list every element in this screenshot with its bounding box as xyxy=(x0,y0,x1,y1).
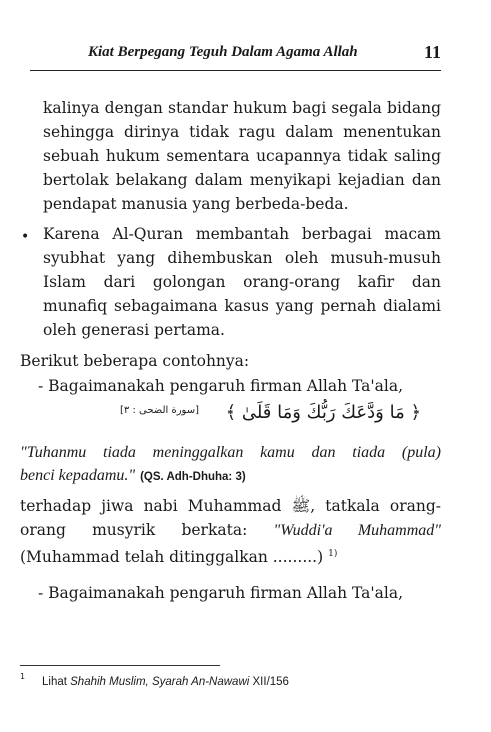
footnote-text xyxy=(42,676,289,688)
effect-line xyxy=(20,543,337,568)
paragraph-line: pendapat manusia yang berbeda-beda. xyxy=(43,195,349,213)
effect-line: terhadap jiwa nabi Muhammad ﷺ, tatkala orang- xyxy=(20,497,441,515)
example-intro: - Bagaimanakah pengaruh firman Allah Ta'ala, xyxy=(38,584,404,602)
footnote-reference[interactable]: 1) xyxy=(328,549,338,559)
footnote-volume: XII/156 xyxy=(249,676,289,688)
examples-intro: Berikut beberapa contohnya: xyxy=(20,352,250,370)
quote-wuddia: "Wuddi'a Muhammad" xyxy=(273,522,441,539)
header-rule xyxy=(30,70,441,71)
footnote-number: 1 xyxy=(20,672,26,681)
page-number: 11 xyxy=(423,42,441,62)
footnote-rule xyxy=(20,665,220,666)
effect-line xyxy=(20,519,441,542)
bullet-line: munafiq sebagaimana kasus yang pernah dialami xyxy=(43,297,441,315)
bullet-line: Karena Al-Quran membantah berbagai macam xyxy=(43,225,441,243)
quran-verse-arabic: ﴿ مَا وَدَّعَكَ رَبُّكَ وَمَا قَلَىٰ ﴾ xyxy=(225,402,421,423)
verse-citation: (QS. Adh-Dhuha: 3) xyxy=(140,471,246,483)
verse-reference: [سورة الضحى : ٣] xyxy=(120,405,199,416)
running-title: Kiat Berpegang Teguh Dalam Agama Allah xyxy=(88,44,358,60)
bullet-line: syubhat yang dihembuskan oleh musuh-musuh xyxy=(43,249,441,267)
verse-translation-text: benci kepadamu." xyxy=(20,467,136,484)
paragraph-line: kalinya dengan standar hukum bagi segala bidang xyxy=(43,99,441,117)
effect-text: orang musyrik berkata: xyxy=(20,521,248,539)
bullet-marker: • xyxy=(21,229,30,245)
example-intro: - Bagaimanakah pengaruh firman Allah Ta'ala, xyxy=(38,377,404,395)
effect-text: (Muhammad telah ditinggalkan .........) xyxy=(20,548,324,567)
verse-translation-end xyxy=(20,464,246,488)
paragraph-line: sebuah hukum sementara ucapannya tidak saling xyxy=(43,147,441,165)
bullet-line: oleh generasi pertama. xyxy=(43,321,225,339)
paragraph-line: bertolak belakang dalam menyikapi kejadian dan xyxy=(43,171,441,189)
verse-translation: "Tuhanmu tiada meninggalkan kamu dan tiada (pula) xyxy=(20,444,441,461)
footnote-prefix: Lihat xyxy=(42,676,71,688)
bullet-line: Islam dari golongan orang-orang kafir dan xyxy=(43,273,441,291)
paragraph-line: sehingga dirinya tidak ragu dalam menentukan xyxy=(43,123,441,141)
footnote-source: Shahih Muslim, Syarah An-Nawawi xyxy=(70,676,250,688)
